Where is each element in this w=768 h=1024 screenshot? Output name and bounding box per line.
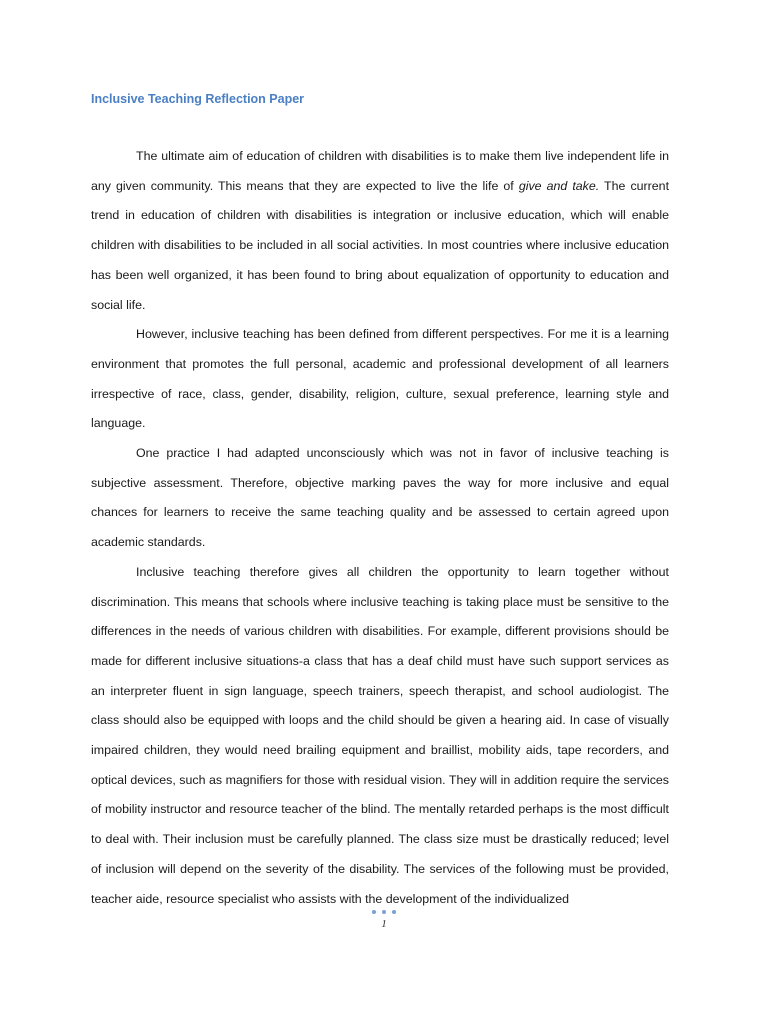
paragraph-4: Inclusive teaching therefore gives all children the opportunity to learn together without discrimination. This means that schools where inclusive teaching is taking place must be sensitive to the differences in the needs of various children with disabilities. For example, different provisions should be made for different inclusive situations-a class that has a deaf child must have such support services as an interpreter fluent in sign language, speech trainers, speech therapist, and school audiologist. The class should also be equipped with loops and the child should be given a hearing aid. In case of visually impaired children, they would need brailing equipment and braillist, mobility aids, tape recorders, and optical devices, such as magnifiers for those with residual vision. They will in addition require the services of mobility instructor and resource teacher of the blind. The mentally retarded perhaps is the most difficult to deal with. Their inclusion must be carefully planned. The class size must be drastically reduced; level of inclusion will depend on the severity of the disability. The services of the following must be provided, teacher aide, resource specialist who assists with the development of the individualized: [91, 564, 669, 906]
paragraph-3: One practice I had adapted unconsciously which was not in favor of inclusive teaching is subjective assessment. Therefore, objective marking paves the way for more inclusive and equal chances for learners to receive the same teaching quality and be assessed to certain agreed upon academic standards.: [91, 446, 669, 550]
paragraph-1-text-start: The ultimate aim of education of children with disabilities is to make them live independent life in any given community. This means that they are expected to live the life of: [91, 149, 669, 193]
page-footer: [0, 910, 768, 930]
footer-dot: [392, 910, 396, 914]
footer-dot: [372, 910, 376, 914]
document-title: Inclusive Teaching Reflection Paper: [91, 92, 305, 106]
paragraph-1: [91, 142, 669, 320]
footer-dot: [382, 910, 386, 914]
paragraph-1-emphasis: give and take.: [518, 178, 600, 193]
footer-dots-icon: [0, 910, 768, 916]
paragraph-1-text-end: The current trend in education of children with disabilities is integration or inclusive education, which will enable children with disabilities to be included in all social activities. In most countries where inclusive education has been well organized, it has been found to bring about equalization of opportunity to education and social life.: [91, 178, 670, 312]
document-body: [91, 142, 669, 914]
paragraph-2: However, inclusive teaching has been defined from different perspectives. For me it is a learning environment that promotes the full personal, academic and professional development of all learners irrespective of race, class, gender, disability, religion, culture, sexual preference, learning style and language.: [91, 327, 669, 431]
page-number: 1: [381, 918, 387, 930]
